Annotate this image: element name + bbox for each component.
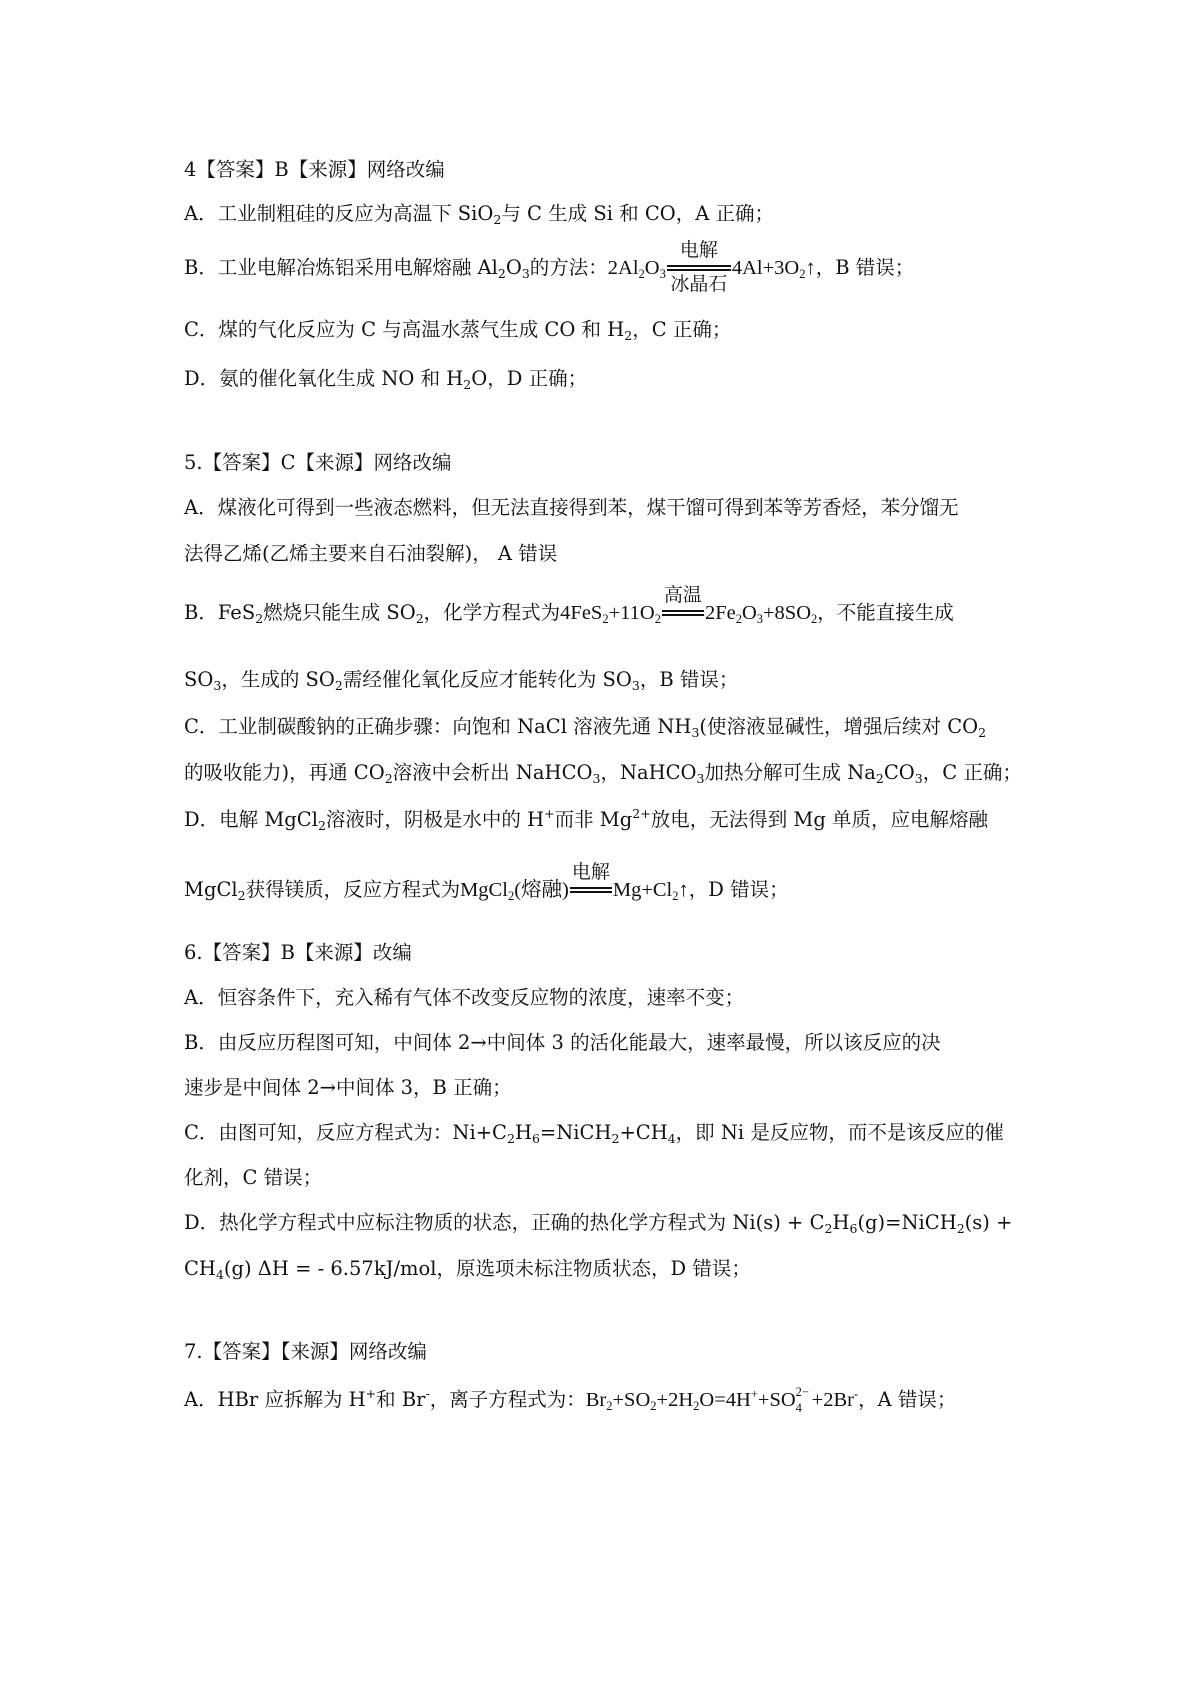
reaction-condition-arrow: 电解 xyxy=(570,884,612,898)
reaction-condition-arrow: 电解 冰晶石 xyxy=(667,262,731,276)
q6-option-d-line2: $CH_4(g) \Delta H$ = - 6.57kJ/mol，原选项未标注物质状态，D 错误； xyxy=(184,1257,751,1282)
sulfate-sub-sup: 2− 4 xyxy=(795,1385,809,1415)
q6-option-a: A．恒容条件下，充入稀有气体不改变反应物的浓度，速率不变； xyxy=(184,986,745,1009)
q5-option-a-line1: A．煤液化可得到一些液态燃料，但无法直接得到苯，煤干馏可得到苯等芳香烃，苯分馏无 xyxy=(184,496,959,519)
q6-option-c-line1: C．由图可知，反应方程式为：$Ni+C_2H_6=NiCH_2+CH_4$，即 Ni 是反应物，而不是该反应的催 xyxy=(184,1121,1004,1146)
ionic-equation: $Br_2+SO_2+2H_2O=4H^++SO$ 2− 4 +2Br- xyxy=(585,1385,859,1415)
electrolysis-equation: $2Al_2O_3$ 电解 冰晶石 $4Al+3O_2↑$ xyxy=(607,240,816,296)
q6-option-c-line2: 化剂，C 错误； xyxy=(184,1166,323,1189)
fes2-combustion-equation: $4FeS_2+11O_2$ 高温 $2Fe_2O_3+8SO_2$ xyxy=(560,585,818,626)
q5-option-a-line2: 法得乙烯(乙烯主要来自石油裂解)， A 错误 xyxy=(184,542,558,565)
q6-option-d-line1: D．热化学方程式中应标注物质的状态，正确的热化学方程式为 $Ni(s) + C_2H_6(g)=NiCH_2(s)$ + xyxy=(184,1211,1013,1236)
reaction-condition-arrow: 高温 xyxy=(662,607,704,621)
q4-option-a: A．工业制粗硅的反应为高温下 SiO$_2$与 C 生成 Si 和 CO，A 正确； xyxy=(184,202,775,227)
q7-header: 7.【答案】【来源】网络改编 xyxy=(184,1340,427,1363)
q5-option-c-line2: 的吸收能力)，再通 $CO_2$溶液中会析出 NaHCO$_3$，NaHCO$_3$加热分解可生成 $Na_2CO_3$，C 正确； xyxy=(184,761,1022,786)
q5-option-d-line2: MgCl$_2$获得镁质，反应方程式为MgCl$_2$(熔融) 电解 $Mg+Cl_2↑$，D 错误； xyxy=(184,862,789,903)
q5-option-b-line1: B．FeS$_2$燃烧只能生成 $SO_2$，化学方程式为$4FeS_2+11O_2$ 高温 $2Fe_2O_3+8SO_2$，不能直接生成 xyxy=(184,585,954,626)
q4-option-b: B．工业电解冶炼铝采用电解熔融 $Al_2O_3$的方法：$2Al_2O_3$ 电解 冰晶石 $4Al+3O_2↑$，B 错误； xyxy=(184,240,915,296)
q6-option-b-line2: 速步是中间体 2→中间体 3，B 正确； xyxy=(184,1076,512,1099)
q6-header: 6.【答案】B【来源】改编 xyxy=(184,941,412,964)
q5-option-b-line2: $SO_3$，生成的 $SO_2$需经催化氧化反应才能转化为 $SO_3$，B 错误； xyxy=(184,668,739,693)
q7-option-a: A．HBr 应拆解为 H+和 Br-，离子方程式为：$Br_2+SO_2+2H_2O=4H^++SO$ 2− 4 +2Br-，A 错误； xyxy=(184,1385,957,1415)
q4-option-d: D．氨的催化氧化生成 NO 和 $H_2O$，D 正确； xyxy=(184,367,588,392)
q6-option-b-line1: B．由反应历程图可知，中间体 2→中间体 3 的活化能最大，速率最慢，所以该反应的决 xyxy=(184,1031,941,1054)
q5-header: 5.【答案】C【来源】网络改编 xyxy=(184,451,452,474)
q4-option-c: C．煤的气化反应为 C 与高温水蒸气生成 CO 和 $H_2$，C 正确； xyxy=(184,318,732,343)
q5-option-d-line1: D．电解 MgCl$_2$溶液时，阴极是水中的 H+而非 $Mg^{2+}$放电，无法得到 Mg 单质，应电解熔融 xyxy=(184,806,989,833)
q5-option-c-line1: C．工业制碳酸钠的正确步骤：向饱和 NaCl 溶液先通 $NH_3$(使溶液显碱性，增强后续对 $CO_2$ xyxy=(184,715,987,740)
q4-header: 4【答案】B【来源】网络改编 xyxy=(184,158,445,181)
mgcl2-electrolysis-equation: MgCl$_2$(熔融) 电解 $Mg+Cl_2↑$ xyxy=(460,862,689,903)
